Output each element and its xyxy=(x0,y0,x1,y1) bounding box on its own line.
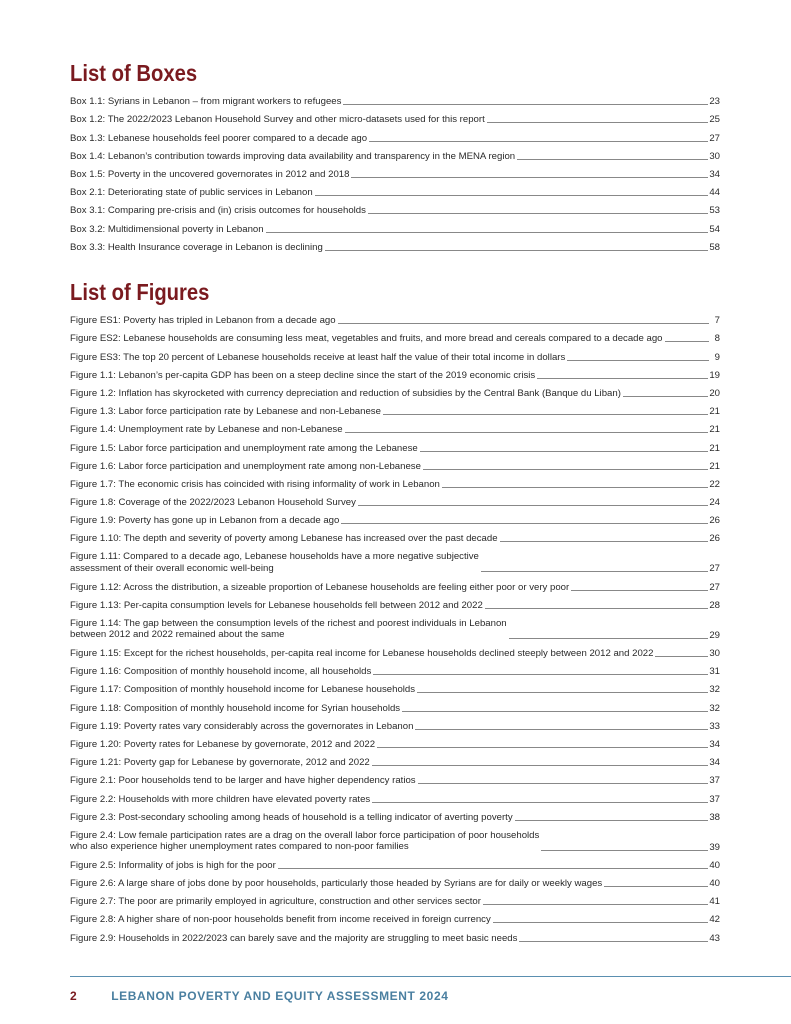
entry-page-number: 25 xyxy=(709,114,720,126)
boxes-list xyxy=(70,89,720,253)
figure-entry[interactable] xyxy=(70,925,720,943)
entry-page-number: 19 xyxy=(709,369,720,381)
leader-line xyxy=(358,505,708,506)
leader-line xyxy=(500,541,709,542)
box-entry[interactable] xyxy=(70,216,720,234)
figure-entry[interactable] xyxy=(70,871,720,889)
figure-entry[interactable] xyxy=(70,823,720,853)
leader-line xyxy=(442,487,708,488)
entry-label: Figure 1.7: The economic crisis has coincided with rising informality of work in Lebanon xyxy=(70,478,440,490)
figure-entry[interactable] xyxy=(70,907,720,925)
entry-label: Figure 1.17: Composition of monthly household income for Lebanese households xyxy=(70,684,416,696)
leader-line xyxy=(567,360,709,361)
entry-label: Box 1.5: Poverty in the uncovered governorates in 2012 and 2018 xyxy=(70,168,350,180)
figure-entry[interactable] xyxy=(70,490,720,508)
entry-page-number: 34 xyxy=(709,757,720,769)
entry-label: Figure 2.2: Households with more children have elevated poverty rates xyxy=(70,793,371,805)
entry-page-number: 23 xyxy=(709,96,720,108)
leader-line xyxy=(315,195,709,196)
leader-line xyxy=(325,250,709,251)
leader-line xyxy=(266,232,709,233)
figures-heading: List of Figures xyxy=(70,279,210,305)
entry-label: Figure 1.1: Lebanon’s per-capita GDP has been on a steep decline since the start of the 2019 economic crisis xyxy=(70,369,536,381)
entry-page-number: 38 xyxy=(709,811,720,823)
figure-entry[interactable] xyxy=(70,435,720,453)
entry-label: Figure 1.19: Poverty rates vary considerably across the governorates in Lebanon xyxy=(70,720,414,732)
entry-label: Box 3.3: Health Insurance coverage in Lebanon is declining xyxy=(70,241,323,253)
entry-page-number: 29 xyxy=(709,629,720,641)
figure-entry[interactable] xyxy=(70,611,720,641)
entry-label: Figure 1.13: Per-capita consumption levels for Lebanese households fell between 2012 and 2022 xyxy=(70,599,483,611)
entry-page-number: 27 xyxy=(709,581,720,593)
entry-label: Box 1.4: Lebanon’s contribution towards improving data availability and transparency in the MENA region xyxy=(70,150,516,162)
entry-label: assessment of their overall economic well-being xyxy=(70,562,274,574)
figure-entry[interactable] xyxy=(70,326,720,344)
figure-entry[interactable] xyxy=(70,526,720,544)
leader-line xyxy=(372,802,708,803)
entry-page-number: 42 xyxy=(709,914,720,926)
entry-page-number: 30 xyxy=(709,648,720,659)
figures-list xyxy=(70,308,720,944)
entry-label: Figure 2.7: The poor are primarily employed in agriculture, construction and other services sector xyxy=(70,896,481,908)
entry-page-number: 37 xyxy=(709,793,720,805)
leader-line xyxy=(420,451,709,452)
leader-line xyxy=(509,638,709,639)
figure-entry[interactable] xyxy=(70,641,720,659)
entry-label: Figure 2.6: A large share of jobs done by poor households, particularly those headed by Syrians are for daily or weekly wages xyxy=(70,878,603,890)
report-title: LEBANON POVERTY AND EQUITY ASSESSMENT 2024 xyxy=(111,989,449,1003)
figure-entry[interactable] xyxy=(70,574,720,592)
figure-entry[interactable] xyxy=(70,308,720,326)
entry-label: between 2012 and 2022 remained about the same xyxy=(70,629,285,641)
figure-entry[interactable] xyxy=(70,677,720,695)
leader-line xyxy=(372,765,709,766)
entry-page-number: 8 xyxy=(714,333,720,345)
leader-line xyxy=(338,323,709,324)
figure-entry[interactable] xyxy=(70,786,720,804)
leader-line xyxy=(377,747,708,748)
entry-page-number: 27 xyxy=(709,563,720,575)
boxes-heading: List of Boxes xyxy=(70,60,198,86)
leader-line xyxy=(345,432,709,433)
entry-page-number: 28 xyxy=(709,599,720,611)
entry-label: Figure ES2: Lebanese households are consuming less meat, vegetables and fruits, and more bread and cereals compared to a decade ago xyxy=(70,333,663,345)
box-entry[interactable] xyxy=(70,235,720,253)
figure-entry[interactable] xyxy=(70,714,720,732)
entry-page-number: 21 xyxy=(709,442,720,454)
box-entry[interactable] xyxy=(70,162,720,180)
entry-label: Figure 1.6: Labor force participation and unemployment rate among non-Lebanese xyxy=(70,460,421,472)
leader-line xyxy=(665,341,709,342)
page-footer xyxy=(70,989,449,1003)
entry-label: Figure 1.10: The depth and severity of poverty among Lebanese has increased over the past decade xyxy=(70,533,498,545)
entry-page-number: 43 xyxy=(709,932,720,944)
entry-page-number: 7 xyxy=(714,315,720,327)
entry-page-number: 27 xyxy=(709,132,720,144)
entry-page-number: 26 xyxy=(709,533,720,545)
entry-page-number: 26 xyxy=(709,515,720,527)
entry-label-line1: Figure 1.11: Compared to a decade ago, Lebanese households have a more negative subjective xyxy=(70,551,479,563)
figure-entry[interactable] xyxy=(70,417,720,435)
entry-label: Figure 1.12: Across the distribution, a sizeable proportion of Lebanese households are feeling either poor or very poor xyxy=(70,581,570,593)
figure-entry[interactable] xyxy=(70,695,720,713)
entry-page-number: 22 xyxy=(709,478,720,490)
leader-line xyxy=(481,571,708,572)
entry-page-number: 44 xyxy=(709,187,720,199)
entry-label: Box 1.2: The 2022/2023 Lebanon Household Survey and other micro-datasets used for this report xyxy=(70,114,485,126)
entry-label: Box 1.3: Lebanese households feel poorer compared to a decade ago xyxy=(70,132,368,144)
leader-line xyxy=(402,711,708,712)
leader-line xyxy=(485,608,709,609)
entry-label: Figure 1.3: Labor force participation rate by Lebanese and non-Lebanese xyxy=(70,406,381,418)
figure-entry[interactable] xyxy=(70,659,720,677)
entry-page-number: 41 xyxy=(709,896,720,908)
leader-line xyxy=(493,922,709,923)
entry-label-line1: Figure 2.4: Low female participation rates are a drag on the overall labor force participation of poor households xyxy=(70,829,540,841)
entry-page-number: 32 xyxy=(709,702,720,714)
entry-label: Figure 1.9: Poverty has gone up in Lebanon from a decade ago xyxy=(70,515,340,527)
figure-entry[interactable] xyxy=(70,593,720,611)
entry-label-line1: Figure 1.14: The gap between the consumption levels of the richest and poorest individuals in Lebanon xyxy=(70,617,507,629)
figure-entry[interactable] xyxy=(70,853,720,871)
leader-line xyxy=(418,783,709,784)
leader-line xyxy=(423,469,708,470)
leader-line xyxy=(571,590,708,591)
leader-line xyxy=(383,414,708,415)
entry-label: Figure 1.16: Composition of monthly household income, all households xyxy=(70,666,372,678)
figure-entry[interactable] xyxy=(70,732,720,750)
box-entry[interactable] xyxy=(70,107,720,125)
leader-line xyxy=(487,122,709,123)
leader-line xyxy=(515,820,709,821)
entry-page-number: 34 xyxy=(709,738,720,750)
leader-line xyxy=(519,941,708,942)
figure-entry[interactable] xyxy=(70,889,720,907)
entry-page-number: 20 xyxy=(709,387,720,399)
entry-page-number: 24 xyxy=(709,497,720,509)
footer-divider xyxy=(70,976,791,977)
figure-entry[interactable] xyxy=(70,768,720,786)
leader-line xyxy=(655,656,708,657)
leader-line xyxy=(351,177,708,178)
box-entry[interactable] xyxy=(70,144,720,162)
entry-label: Figure 1.15: Except for the richest households, per-capita real income for Lebanese households declined steeply between 2012 and 2022 xyxy=(70,648,654,659)
leader-line xyxy=(343,104,708,105)
entry-page-number: 37 xyxy=(709,775,720,787)
leader-line xyxy=(415,729,708,730)
entry-label: Box 1.1: Syrians in Lebanon – from migrant workers to refugees xyxy=(70,96,342,108)
entry-page-number: 32 xyxy=(709,684,720,696)
box-entry[interactable] xyxy=(70,125,720,143)
entry-label: Figure 1.20: Poverty rates for Lebanese by governorate, 2012 and 2022 xyxy=(70,738,376,750)
figure-entry[interactable] xyxy=(70,344,720,362)
entry-label: Figure ES1: Poverty has tripled in Lebanon from a decade ago xyxy=(70,315,336,327)
entry-page-number: 21 xyxy=(709,460,720,472)
entry-label: who also experience higher unemployment rates compared to non-poor families xyxy=(70,841,409,853)
entry-page-number: 30 xyxy=(709,150,720,162)
figure-entry[interactable] xyxy=(70,805,720,823)
entry-label: Figure 1.21: Poverty gap for Lebanese by governorate, 2012 and 2022 xyxy=(70,757,370,769)
figure-entry[interactable] xyxy=(70,544,720,574)
figure-entry[interactable] xyxy=(70,472,720,490)
leader-line xyxy=(368,213,708,214)
entry-page-number: 31 xyxy=(709,666,720,678)
entry-page-number: 21 xyxy=(709,406,720,418)
entry-page-number: 53 xyxy=(709,205,720,217)
entry-page-number: 58 xyxy=(709,241,720,253)
entry-label: Box 3.2: Multidimensional poverty in Lebanon xyxy=(70,223,264,235)
entry-page-number: 40 xyxy=(709,859,720,871)
entry-label: Figure 2.3: Post-secondary schooling among heads of household is a telling indicator of averting poverty xyxy=(70,811,513,823)
leader-line xyxy=(483,904,708,905)
leader-line xyxy=(541,850,708,851)
figure-entry[interactable] xyxy=(70,508,720,526)
entry-label: Figure 2.1: Poor households tend to be larger and have higher dependency ratios xyxy=(70,775,416,787)
entry-page-number: 33 xyxy=(709,720,720,732)
entry-label: Figure ES3: The top 20 percent of Lebanese households receive at least half the value of their total income in dollars xyxy=(70,351,566,363)
entry-label: Figure 1.4: Unemployment rate by Lebanese and non-Lebanese xyxy=(70,424,343,436)
figure-entry[interactable] xyxy=(70,363,720,381)
leader-line xyxy=(517,159,708,160)
box-entry[interactable] xyxy=(70,198,720,216)
page-number: 2 xyxy=(70,989,78,1003)
figure-entry[interactable] xyxy=(70,399,720,417)
leader-line xyxy=(369,141,708,142)
leader-line xyxy=(278,868,708,869)
box-entry[interactable] xyxy=(70,180,720,198)
entry-label: Figure 2.5: Informality of jobs is high for the poor xyxy=(70,859,276,871)
entry-label: Figure 1.5: Labor force participation and unemployment rate among the Lebanese xyxy=(70,442,418,454)
box-entry[interactable] xyxy=(70,89,720,107)
leader-line xyxy=(341,523,708,524)
entry-page-number: 21 xyxy=(709,424,720,436)
entry-label: Figure 2.8: A higher share of non-poor households benefit from income received in foreign currency xyxy=(70,914,491,926)
leader-line xyxy=(604,886,708,887)
leader-line xyxy=(417,692,708,693)
entry-label: Figure 1.2: Inflation has skyrocketed with currency depreciation and reduction of subsidies by the Central Bank (Banque du Liban) xyxy=(70,387,621,399)
entry-page-number: 34 xyxy=(709,168,720,180)
leader-line xyxy=(537,378,708,379)
figure-entry[interactable] xyxy=(70,454,720,472)
figure-entry[interactable] xyxy=(70,381,720,399)
entry-label: Figure 1.8: Coverage of the 2022/2023 Lebanon Household Survey xyxy=(70,497,356,509)
entry-page-number: 40 xyxy=(709,878,720,890)
entry-page-number: 9 xyxy=(714,351,720,363)
entry-page-number: 39 xyxy=(709,841,720,853)
leader-line xyxy=(623,396,708,397)
entry-label: Box 2.1: Deteriorating state of public services in Lebanon xyxy=(70,187,313,199)
entry-label: Figure 2.9: Households in 2022/2023 can barely save and the majority are struggling to meet basic needs xyxy=(70,932,518,944)
entry-label: Figure 1.18: Composition of monthly household income for Syrian households xyxy=(70,702,401,714)
figure-entry[interactable] xyxy=(70,750,720,768)
leader-line xyxy=(373,674,708,675)
entry-label: Box 3.1: Comparing pre-crisis and (in) crisis outcomes for households xyxy=(70,205,366,217)
entry-page-number: 54 xyxy=(709,223,720,235)
